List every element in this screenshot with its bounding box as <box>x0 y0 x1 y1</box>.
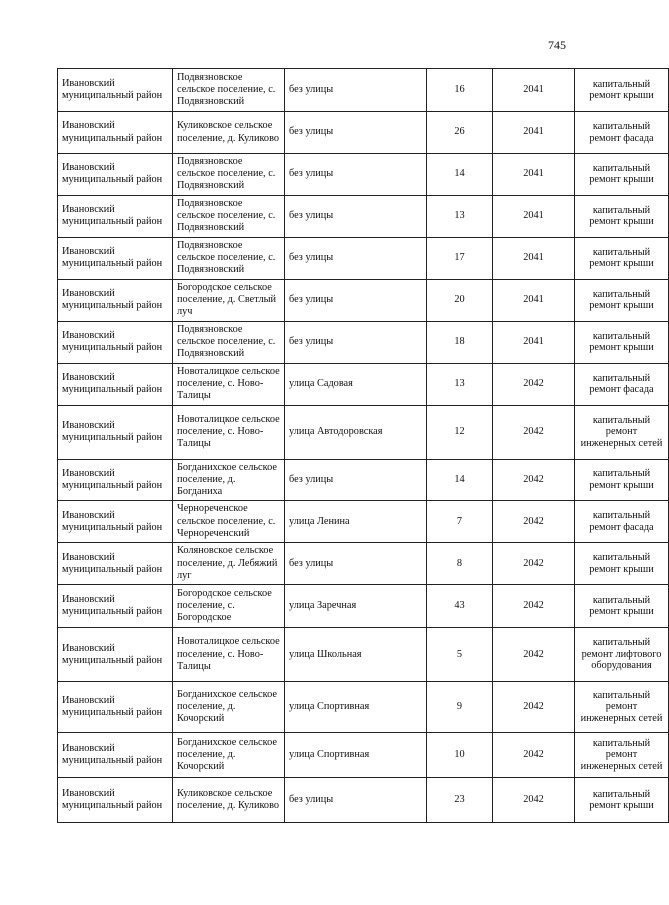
district-cell: Ивановский муниципальный район <box>58 628 173 682</box>
settlement-cell: Подвязновское сельское поселение, с. Подвязновский <box>173 321 285 363</box>
street-cell: без улицы <box>285 459 427 501</box>
district-cell: Ивановский муниципальный район <box>58 237 173 279</box>
table-row <box>58 778 669 823</box>
work-type-cell: капитальный ремонт инженерных сетей <box>575 733 669 778</box>
work-type-cell: капитальный ремонт крыши <box>575 459 669 501</box>
settlement-cell: Подвязновское сельское поселение, с. Подвязновский <box>173 154 285 196</box>
settlement-cell: Новоталицкое сельское поселение, с. Ново-Талицы <box>173 628 285 682</box>
year-cell: 2041 <box>493 237 575 279</box>
street-cell: улица Заречная <box>285 585 427 628</box>
house-number-cell: 9 <box>427 682 493 733</box>
year-cell: 2041 <box>493 321 575 363</box>
page-number: 745 <box>548 38 566 52</box>
street-cell: улица Школьная <box>285 628 427 682</box>
table-row <box>58 363 669 405</box>
work-type-cell: капитальный ремонт крыши <box>575 778 669 823</box>
table-row <box>58 69 669 112</box>
work-type-cell: капитальный ремонт крыши <box>575 585 669 628</box>
work-type-cell: капитальный ремонт крыши <box>575 543 669 585</box>
house-number-cell: 8 <box>427 543 493 585</box>
house-number-cell: 12 <box>427 405 493 459</box>
year-cell: 2042 <box>493 543 575 585</box>
house-number-cell: 18 <box>427 321 493 363</box>
settlement-cell: Подвязновское сельское поселение, с. Подвязновский <box>173 195 285 237</box>
district-cell: Ивановский муниципальный район <box>58 363 173 405</box>
table-row <box>58 543 669 585</box>
house-number-cell: 20 <box>427 279 493 321</box>
house-number-cell: 26 <box>427 112 493 154</box>
district-cell: Ивановский муниципальный район <box>58 321 173 363</box>
table-row <box>58 112 669 154</box>
work-type-cell: капитальный ремонт крыши <box>575 69 669 112</box>
year-cell: 2042 <box>493 733 575 778</box>
house-number-cell: 14 <box>427 459 493 501</box>
district-cell: Ивановский муниципальный район <box>58 543 173 585</box>
work-type-cell: капитальный ремонт инженерных сетей <box>575 682 669 733</box>
street-cell: без улицы <box>285 279 427 321</box>
table-row <box>58 154 669 196</box>
street-cell: без улицы <box>285 778 427 823</box>
district-cell: Ивановский муниципальный район <box>58 405 173 459</box>
table-row <box>58 195 669 237</box>
district-cell: Ивановский муниципальный район <box>58 501 173 543</box>
street-cell: улица Садовая <box>285 363 427 405</box>
district-cell: Ивановский муниципальный район <box>58 154 173 196</box>
house-number-cell: 23 <box>427 778 493 823</box>
table-row <box>58 733 669 778</box>
settlement-cell: Чернореченское сельское поселение, с. Чернореченский <box>173 501 285 543</box>
repair-schedule-table <box>57 68 669 823</box>
house-number-cell: 7 <box>427 501 493 543</box>
table-row <box>58 682 669 733</box>
table-row <box>58 321 669 363</box>
house-number-cell: 16 <box>427 69 493 112</box>
work-type-cell: капитальный ремонт крыши <box>575 195 669 237</box>
settlement-cell: Коляновское сельское поселение, д. Лебяжий луг <box>173 543 285 585</box>
settlement-cell: Новоталицкое сельское поселение, с. Ново-Талицы <box>173 363 285 405</box>
work-type-cell: капитальный ремонт крыши <box>575 154 669 196</box>
work-type-cell: капитальный ремонт фасада <box>575 112 669 154</box>
street-cell: без улицы <box>285 543 427 585</box>
house-number-cell: 5 <box>427 628 493 682</box>
year-cell: 2042 <box>493 405 575 459</box>
work-type-cell: капитальный ремонт лифтового оборудования <box>575 628 669 682</box>
year-cell: 2042 <box>493 628 575 682</box>
settlement-cell: Подвязновское сельское поселение, с. Подвязновский <box>173 237 285 279</box>
settlement-cell: Богданихское сельское поселение, д. Кочорский <box>173 682 285 733</box>
year-cell: 2041 <box>493 112 575 154</box>
house-number-cell: 17 <box>427 237 493 279</box>
settlement-cell: Подвязновское сельское поселение, с. Подвязновский <box>173 69 285 112</box>
table-row <box>58 459 669 501</box>
year-cell: 2042 <box>493 585 575 628</box>
street-cell: без улицы <box>285 154 427 196</box>
year-cell: 2042 <box>493 501 575 543</box>
table-row <box>58 405 669 459</box>
work-type-cell: капитальный ремонт фасада <box>575 501 669 543</box>
table-row <box>58 628 669 682</box>
year-cell: 2041 <box>493 69 575 112</box>
settlement-cell: Куликовское сельское поселение, д. Куликово <box>173 778 285 823</box>
table-row <box>58 585 669 628</box>
house-number-cell: 10 <box>427 733 493 778</box>
year-cell: 2041 <box>493 279 575 321</box>
district-cell: Ивановский муниципальный район <box>58 459 173 501</box>
year-cell: 2042 <box>493 682 575 733</box>
settlement-cell: Новоталицкое сельское поселение, с. Ново-Талицы <box>173 405 285 459</box>
year-cell: 2042 <box>493 778 575 823</box>
settlement-cell: Богородское сельское поселение, с. Богородское <box>173 585 285 628</box>
street-cell: без улицы <box>285 69 427 112</box>
district-cell: Ивановский муниципальный район <box>58 279 173 321</box>
work-type-cell: капитальный ремонт инженерных сетей <box>575 405 669 459</box>
work-type-cell: капитальный ремонт фасада <box>575 363 669 405</box>
district-cell: Ивановский муниципальный район <box>58 733 173 778</box>
street-cell: улица Спортивная <box>285 682 427 733</box>
street-cell: без улицы <box>285 321 427 363</box>
district-cell: Ивановский муниципальный район <box>58 69 173 112</box>
district-cell: Ивановский муниципальный район <box>58 585 173 628</box>
district-cell: Ивановский муниципальный район <box>58 682 173 733</box>
settlement-cell: Богородское сельское поселение, д. Светлый луч <box>173 279 285 321</box>
house-number-cell: 43 <box>427 585 493 628</box>
street-cell: без улицы <box>285 112 427 154</box>
street-cell: улица Спортивная <box>285 733 427 778</box>
street-cell: улица Ленина <box>285 501 427 543</box>
year-cell: 2041 <box>493 195 575 237</box>
house-number-cell: 13 <box>427 195 493 237</box>
settlement-cell: Богданихское сельское поселение, д. Богданиха <box>173 459 285 501</box>
street-cell: без улицы <box>285 195 427 237</box>
table-row <box>58 501 669 543</box>
street-cell: улица Автодоровская <box>285 405 427 459</box>
year-cell: 2042 <box>493 363 575 405</box>
house-number-cell: 13 <box>427 363 493 405</box>
district-cell: Ивановский муниципальный район <box>58 112 173 154</box>
district-cell: Ивановский муниципальный район <box>58 195 173 237</box>
street-cell: без улицы <box>285 237 427 279</box>
year-cell: 2042 <box>493 459 575 501</box>
district-cell: Ивановский муниципальный район <box>58 778 173 823</box>
settlement-cell: Куликовское сельское поселение, д. Куликово <box>173 112 285 154</box>
work-type-cell: капитальный ремонт крыши <box>575 237 669 279</box>
table-row <box>58 279 669 321</box>
table-row <box>58 237 669 279</box>
work-type-cell: капитальный ремонт крыши <box>575 321 669 363</box>
house-number-cell: 14 <box>427 154 493 196</box>
work-type-cell: капитальный ремонт крыши <box>575 279 669 321</box>
settlement-cell: Богданихское сельское поселение, д. Кочорский <box>173 733 285 778</box>
year-cell: 2041 <box>493 154 575 196</box>
